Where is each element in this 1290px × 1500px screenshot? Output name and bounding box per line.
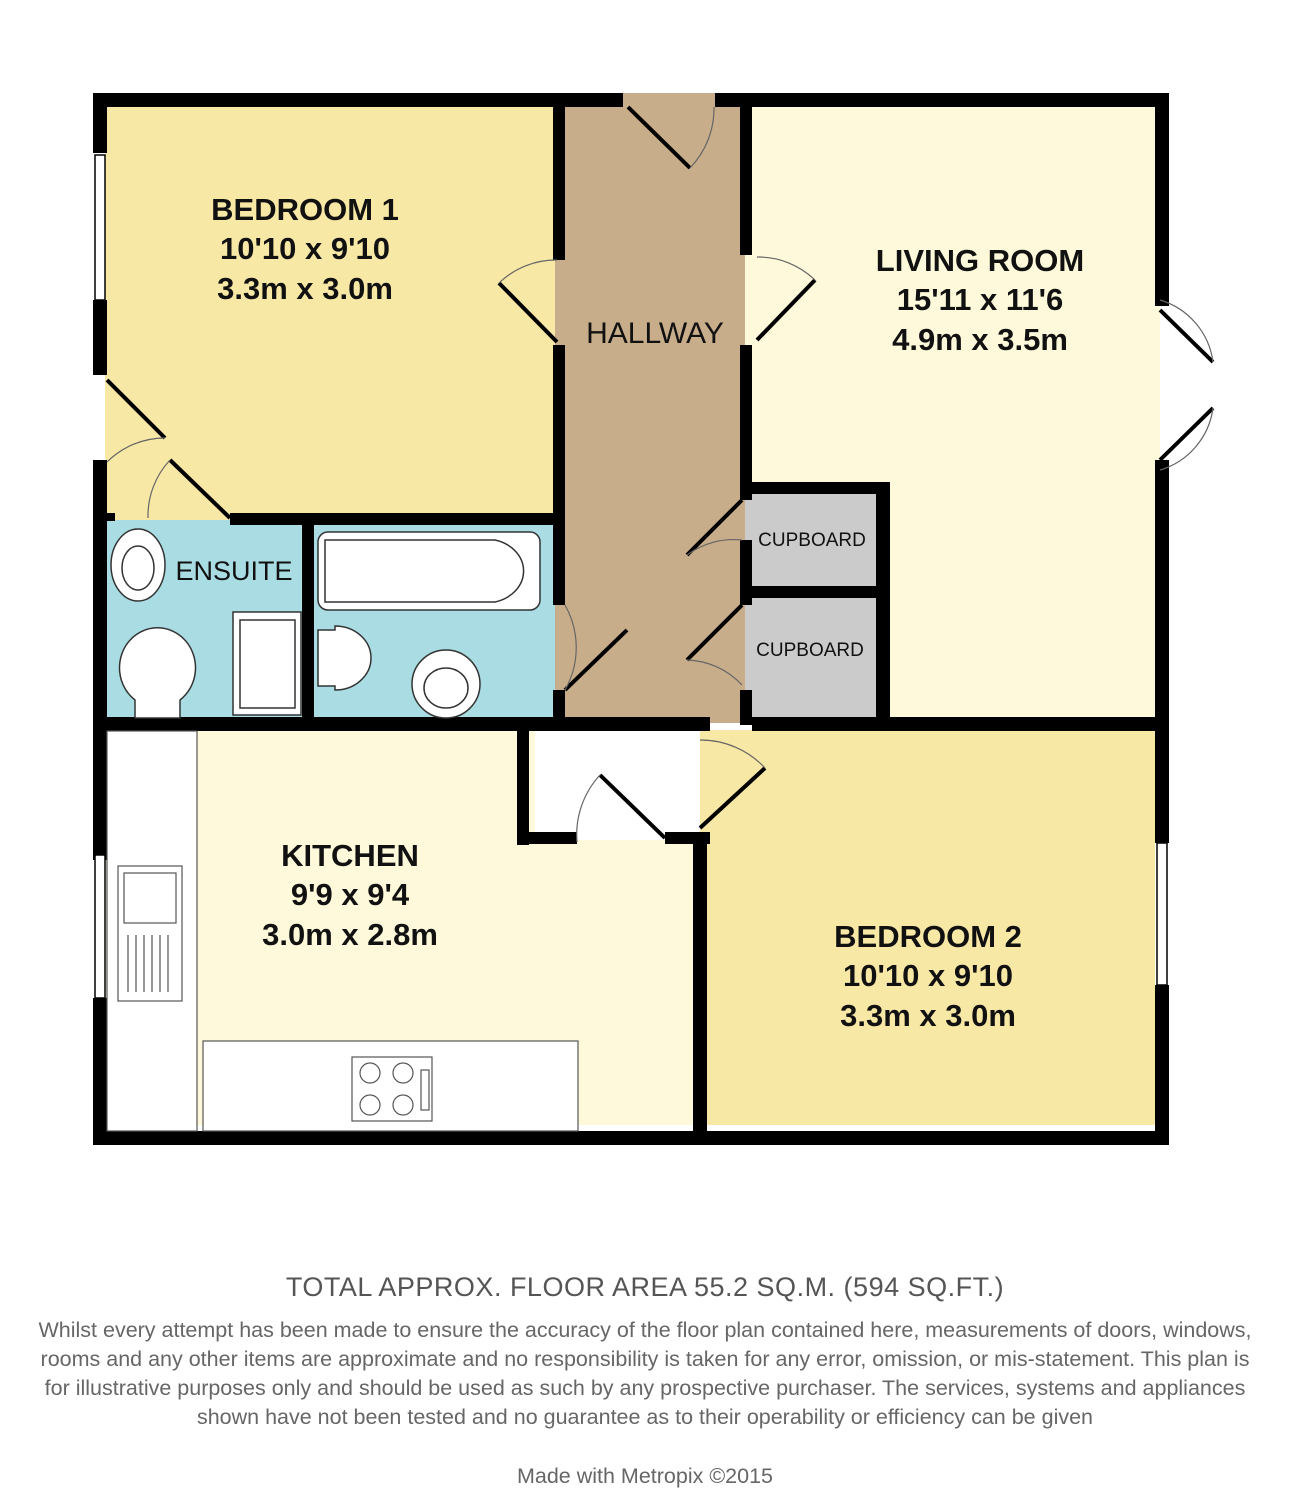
kitchen-imperial: 9'9 x 9'4 xyxy=(290,877,410,912)
kitchen-metric: 3.0m x 2.8m xyxy=(262,917,438,952)
disclaimer-text: Whilst every attempt has been made to ensure the accuracy of the floor plan contained here, measurements of doors, windows, rooms and any other items are approximate and no responsibility is taken for any error, omission, or mis-statement. This plan is for illustrative purposes only and should be used as such by any prospective purchaser. The services, systems and appliances shown have not been tested and no guarantee as to their operability or efficiency can be given xyxy=(38,1318,1252,1429)
living-room-imperial: 15'11 x 11'6 xyxy=(896,282,1064,317)
hallway-floor xyxy=(555,103,750,723)
metropix-credit: Made with Metropix ©2015 xyxy=(516,1464,774,1488)
kitchen-name: KITCHEN xyxy=(281,838,419,873)
bedroom1-metric: 3.3m x 3.0m xyxy=(217,271,393,306)
hallway-name: HALLWAY xyxy=(586,317,724,350)
shower-tray xyxy=(233,612,301,715)
cupboard2-name: CUPBOARD xyxy=(756,640,864,661)
bedroom2-metric: 3.3m x 3.0m xyxy=(840,998,1016,1033)
bedroom2-name: BEDROOM 2 xyxy=(834,919,1022,954)
bedroom1-imperial: 10'10 x 9'10 xyxy=(220,231,390,266)
bedroom1-name: BEDROOM 1 xyxy=(211,192,399,227)
living-room-metric: 4.9m x 3.5m xyxy=(892,322,1068,357)
bedroom2-imperial: 10'10 x 9'10 xyxy=(843,958,1013,993)
cupboard1-name: CUPBOARD xyxy=(758,530,866,551)
total-floor-area: TOTAL APPROX. FLOOR AREA 55.2 SQ.M. (594 SQ.FT.) xyxy=(285,1272,1005,1302)
front-door-gap xyxy=(623,93,715,107)
lobby-floor xyxy=(535,725,705,840)
bedroom1-floor xyxy=(105,105,560,520)
living-room-name: LIVING ROOM xyxy=(875,243,1085,278)
ensuite-name: ENSUITE xyxy=(175,556,293,586)
